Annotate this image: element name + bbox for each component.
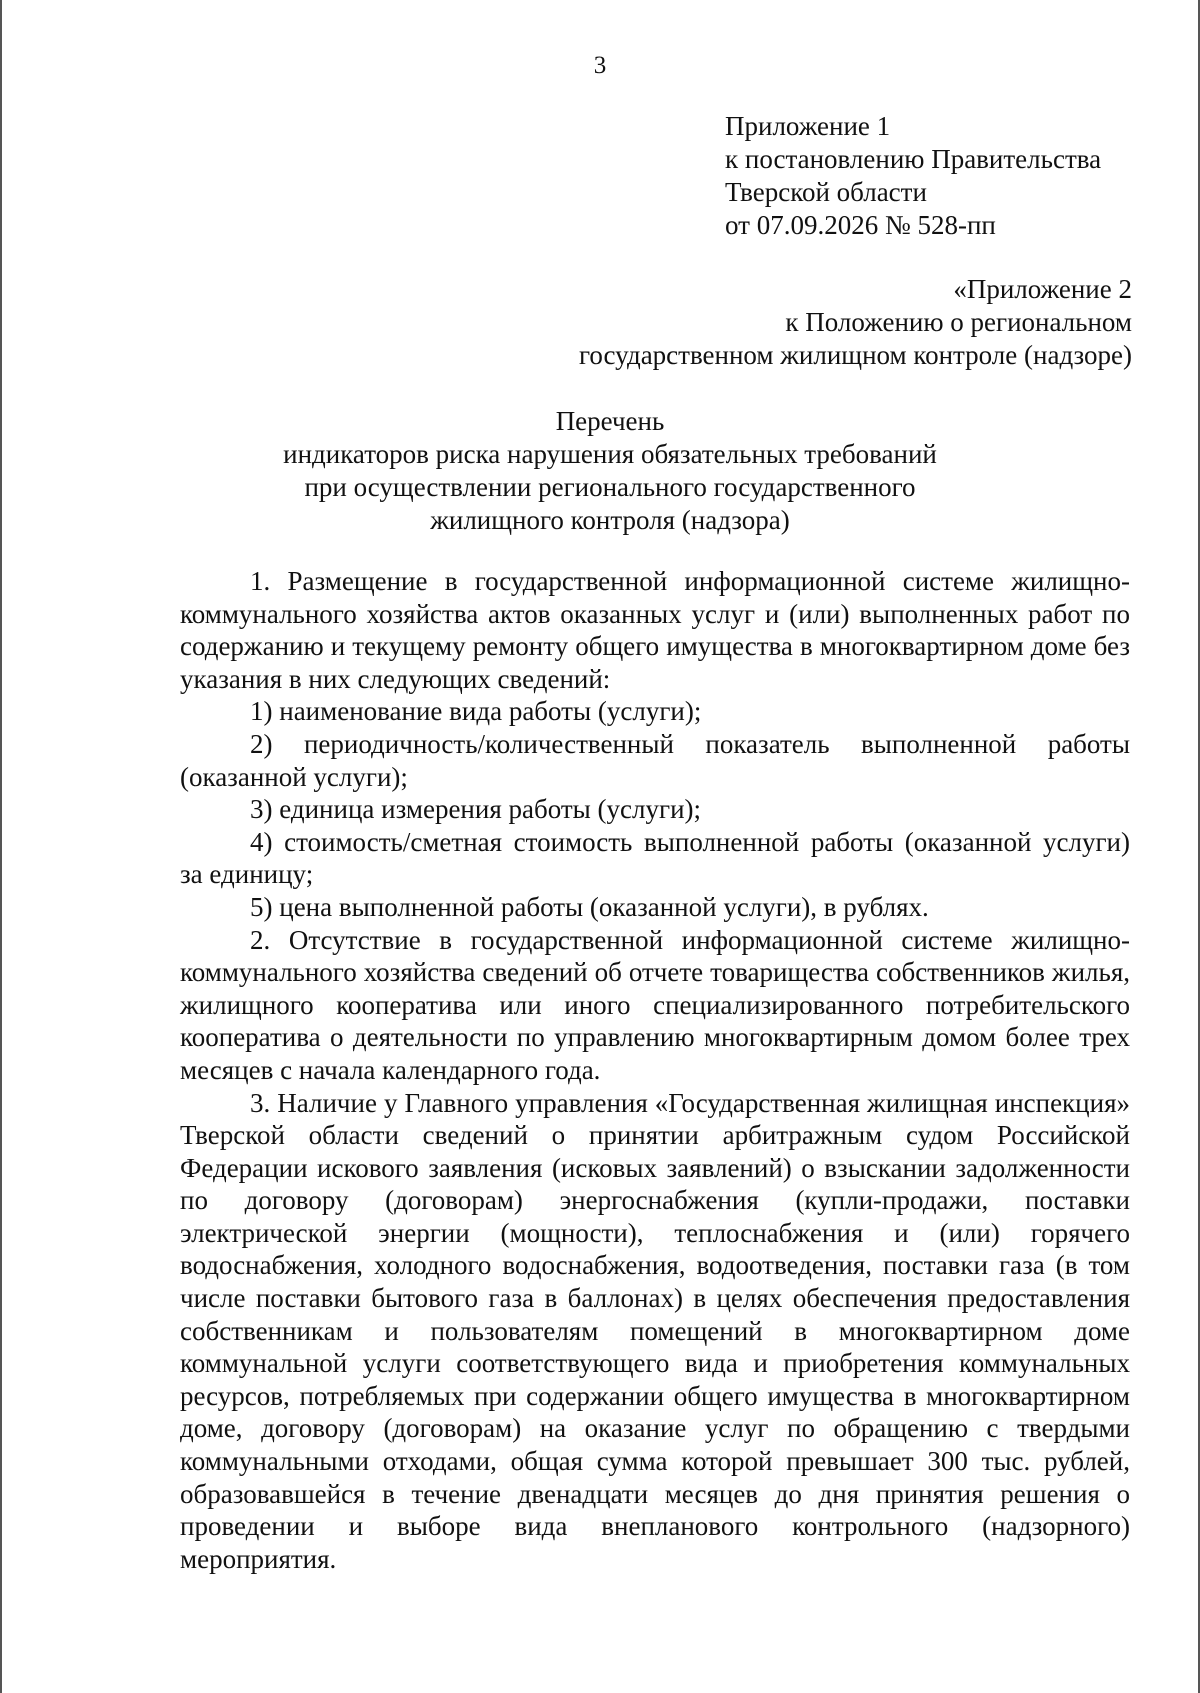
title-line: жилищного контроля (надзора) — [430, 505, 790, 535]
previous-appendix-line: «Приложение 2 — [953, 274, 1132, 304]
scan-edge-left — [0, 0, 2, 1693]
title-line: Перечень — [555, 406, 665, 436]
previous-appendix-header — [579, 273, 1132, 372]
title-line: индикаторов риска нарушения обязательных требований — [283, 439, 937, 469]
page-number: 3 — [593, 52, 607, 79]
appendix-line: Приложение 1 — [725, 111, 891, 141]
previous-appendix-line: к Положению о региональном — [785, 307, 1132, 337]
appendix-line: Тверской области — [725, 177, 927, 207]
appendix-line: от 07.09.2026 № 528-пп — [725, 210, 996, 240]
list-item: 2) периодичность/количественный показатель выполненной работы (оказанной услуги); — [180, 728, 1130, 792]
list-item: 4) стоимость/сметная стоимость выполненной работы (оказанной услуги) за единицу; — [180, 826, 1130, 890]
appendix-line: к постановлению Правительства — [725, 144, 1102, 174]
document-body — [180, 565, 1130, 1575]
previous-appendix-line: государственном жилищном контроле (надзоре) — [578, 340, 1132, 370]
paragraph: 1. Размещение в государственной информационной системе жилищно-коммунального хозяйства актов оказанных услуг и (или) выполненных работ по содержанию и текущему ремонту общего имущества в многоквартирном доме без указания в них следующих сведений: — [180, 566, 1130, 694]
title-line: при осуществлении регионального государственного — [304, 472, 916, 502]
paragraph: 2. Отсутствие в государственной информационной системе жилищно-коммунального хозяйства сведений об отчете товарищества собственников жилья, жилищного кооператива или иного специализированного потребительского кооператива о деятельности по управлению многоквартирным домом более трех месяцев с начала календарного года. — [180, 924, 1130, 1085]
list-item: 3) единица измерения работы (услуги); — [250, 794, 702, 825]
list-item: 1) наименование вида работы (услуги); — [250, 696, 702, 727]
appendix-header — [725, 110, 1101, 242]
paragraph: 3. Наличие у Главного управления «Государственная жилищная инспекция» Тверской области сведений о принятии арбитражным судом Российской Федерации искового заявления (исковых заявлений) о взыскании задолженности по договору (договорам) энергоснабжения (купли-продажи, поставки электрической энергии (мощности), теплоснабжения и (или) горячего водоснабжения, холодного водоснабжения, водоотведения, поставки газа (в том числе поставки бытового газа в баллонах) в целях обеспечения предоставления собственникам и пользователям помещений в многоквартирном доме коммунальной услуги соответствующего вида и приобретения коммунальных ресурсов, потребляемых при содержании общего имущества в многоквартирном доме, договору (договорам) на оказание услуг по обращению с твердыми коммунальными отходами, общая сумма которой превышает 300 тыс. рублей, образовавшейся в течение двенадцати месяцев до дня принятия решения о проведении и выборе вида внепланового контрольного (надзорного) мероприятия. — [180, 1087, 1130, 1574]
list-item: 5) цена выполненной работы (оказанной услуги), в рублях. — [250, 891, 929, 922]
document-title — [170, 405, 1050, 537]
